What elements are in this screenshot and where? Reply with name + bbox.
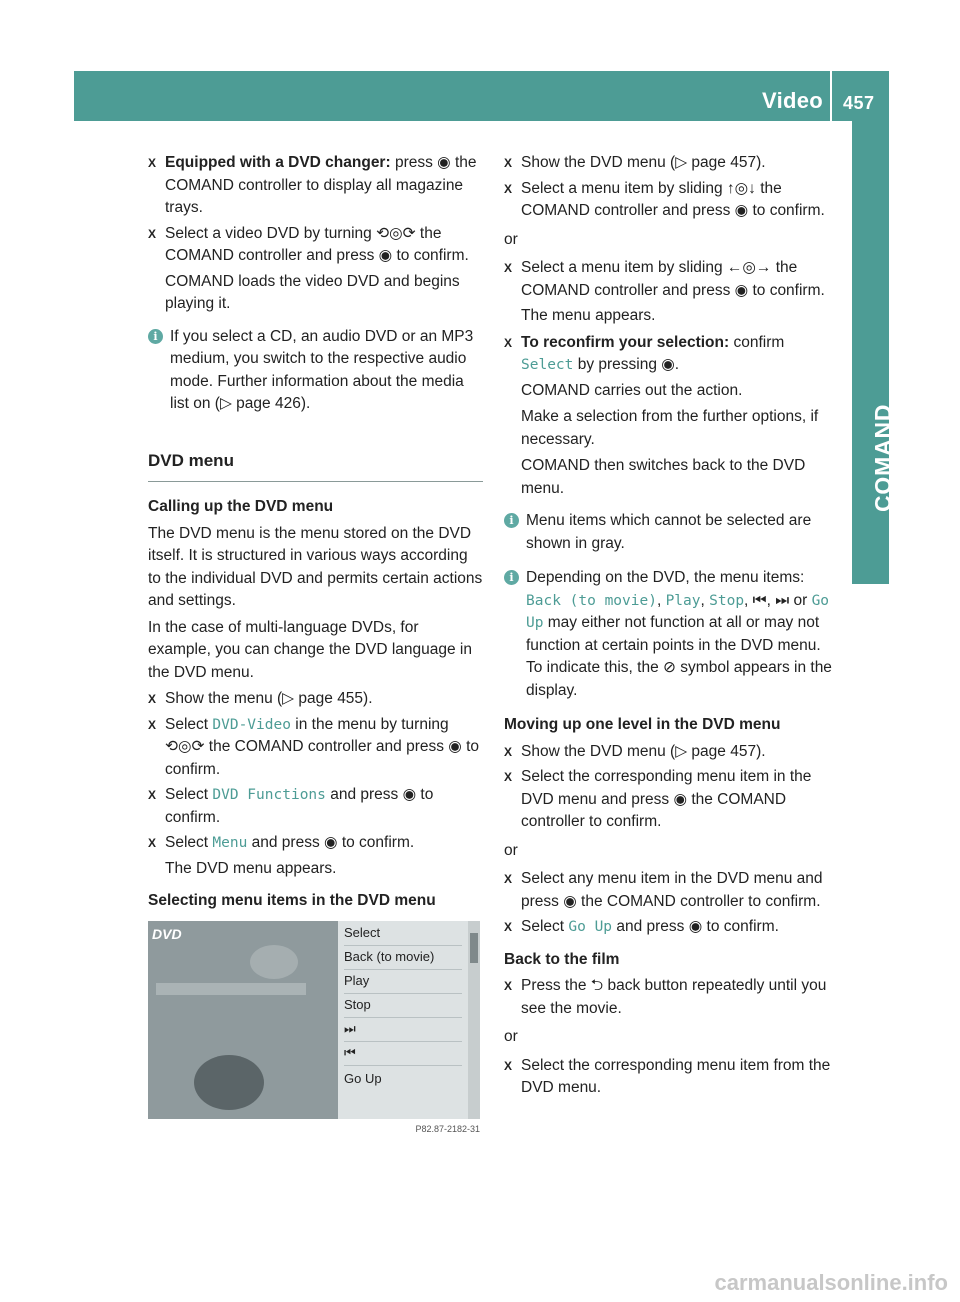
list-item xyxy=(148,223,483,268)
list-item xyxy=(148,714,483,782)
subheading: Moving up one level in the DVD menu xyxy=(504,716,781,733)
item-text: Show the menu (▷ page 455). xyxy=(165,690,373,707)
bullet-arrow-icon: X xyxy=(504,744,513,759)
menu-code: Go Up xyxy=(568,919,613,935)
bullet-arrow-icon: X xyxy=(504,770,513,784)
menu-item-play: Play xyxy=(344,971,462,994)
bullet-arrow-icon: X xyxy=(504,1058,513,1073)
item-text: Select a menu item by sliding ←◎→ the COMAND controller and press ◉ to confirm. xyxy=(521,259,825,299)
item-text: Show the DVD menu (▷ page 457). xyxy=(521,154,766,171)
header-separator xyxy=(830,71,832,121)
menu-item-back: Back (to movie) xyxy=(344,947,462,970)
info-text: Depending on the DVD, the menu items: xyxy=(526,569,805,586)
list-item xyxy=(504,178,839,223)
item-text: Select the corresponding menu item in the DVD menu and press ◉ the COMAND controller to confirm. xyxy=(521,768,812,830)
menu-item-stop: Stop xyxy=(344,995,462,1018)
list-item xyxy=(504,332,839,377)
result-text: Make a selection from the further options, if necessary. xyxy=(521,408,819,448)
menu-code: Go Up xyxy=(526,592,830,631)
menu-code: Play xyxy=(665,592,701,609)
or-separator: or xyxy=(504,1028,518,1045)
scrollbar-knob xyxy=(470,933,478,963)
list-item xyxy=(504,741,839,764)
video-shape xyxy=(250,945,298,979)
section-title: Video xyxy=(762,88,824,113)
bullet-arrow-icon: X xyxy=(148,788,157,802)
list-item xyxy=(504,766,839,834)
right-column xyxy=(504,152,839,1103)
left-column xyxy=(148,152,483,1139)
result-text: The menu appears. xyxy=(521,307,656,324)
paragraph: The DVD menu is the menu stored on the DVD itself. It is structured in various ways according to the individual DVD and permits certain actions and settings. xyxy=(148,524,483,609)
list-item xyxy=(504,916,839,939)
list-item xyxy=(148,832,483,855)
subheading: Selecting menu items in the DVD menu xyxy=(148,892,436,909)
result-text: COMAND then switches back to the DVD menu. xyxy=(521,457,806,497)
info-text: may either not function at all or may not function at certain points in the DVD menu. To indicate this, the ⊘ symbol appears in the display. xyxy=(526,614,832,699)
list-item xyxy=(504,868,839,913)
video-shape xyxy=(156,983,306,995)
info-text: Menu items which cannot be selected are shown in gray. xyxy=(526,512,812,552)
subheading: Calling up the DVD menu xyxy=(148,498,334,515)
bullet-arrow-icon: X xyxy=(504,181,513,196)
result-text: The DVD menu appears. xyxy=(165,859,337,877)
menu-item-next: ⏭ xyxy=(344,1019,462,1042)
menu-code: DVD-Video xyxy=(212,716,291,733)
section-heading: DVD menu xyxy=(148,436,483,483)
info-icon: i xyxy=(504,570,519,585)
bullet-arrow-icon: X xyxy=(504,920,513,934)
bullet-arrow-icon: X xyxy=(504,979,513,993)
bold-lead: To reconfirm your selection: xyxy=(521,333,730,351)
side-tab-label: COMAND xyxy=(870,403,896,512)
dvd-logo: DVD xyxy=(152,925,182,942)
subheading: Back to the film xyxy=(504,950,620,968)
info-text: , xyxy=(700,591,710,609)
item-text: Press the ⮌ back button repeatedly until you see the movie. xyxy=(521,977,827,1017)
bullet-arrow-icon: X xyxy=(148,717,157,732)
bullet-arrow-icon: X xyxy=(504,872,513,886)
list-item xyxy=(504,1055,839,1100)
info-note xyxy=(148,326,483,416)
bold-lead: Equipped with a DVD changer: xyxy=(165,154,391,171)
item-text: Show the DVD menu (▷ page 457). xyxy=(521,742,766,760)
info-note xyxy=(504,510,839,555)
menu-item-prev: ⏮ xyxy=(344,1043,462,1066)
item-text: Select the corresponding menu item from the DVD menu. xyxy=(521,1056,831,1096)
result-text: COMAND loads the video DVD and begins playing it. xyxy=(165,272,460,312)
info-icon: i xyxy=(148,329,163,344)
menu-code: DVD Functions xyxy=(212,787,326,803)
item-text: by pressing ◉. xyxy=(573,356,680,373)
page-number: 457 xyxy=(843,93,875,113)
bullet-arrow-icon: X xyxy=(148,226,157,241)
footer-watermark: carmanualsonline.info xyxy=(714,1270,948,1295)
item-text: Select xyxy=(165,786,213,803)
item-text: Select xyxy=(165,715,213,733)
item-text: Select xyxy=(165,834,213,851)
item-text: confirm xyxy=(729,333,785,351)
menu-item-select: Select xyxy=(344,923,462,946)
paragraph: In the case of multi-language DVDs, for example, you can change the DVD language in the DVD menu. xyxy=(148,618,472,681)
info-text: , ⏮, ⏭ or xyxy=(744,591,812,609)
item-text: and press ◉ to confirm. xyxy=(612,918,779,935)
list-item xyxy=(504,152,839,175)
item-text: Select a video DVD by turning ⟲◎⟳ the COMAND controller and press ◉ to confirm. xyxy=(165,224,469,264)
bullet-arrow-icon: X xyxy=(148,156,157,170)
bullet-arrow-icon: X xyxy=(504,261,513,275)
item-text: Select xyxy=(521,918,569,935)
bullet-arrow-icon: X xyxy=(504,335,513,350)
list-item xyxy=(148,688,483,711)
bullet-arrow-icon: X xyxy=(504,156,513,170)
item-text: Select a menu item by sliding ↑◎↓ the COMAND controller and press ◉ to confirm. xyxy=(521,179,825,219)
menu-code: Stop xyxy=(709,592,745,609)
video-area xyxy=(148,921,338,1119)
info-note xyxy=(504,567,839,702)
result-text: COMAND carries out the action. xyxy=(521,381,743,399)
list-item xyxy=(504,975,839,1020)
item-text: in the menu by turning ⟲◎⟳ the COMAND controller and press ◉ to confirm. xyxy=(165,715,480,778)
item-text: and press ◉ to confirm. xyxy=(247,834,415,851)
info-text: If you select a CD, an audio DVD or an MP3 medium, you switch to the respective audio mode. Further information about the media list on (▷ page 426). xyxy=(170,327,474,412)
list-item xyxy=(148,784,483,829)
dvd-menu-list xyxy=(338,921,468,1119)
menu-code: Back (to movie) xyxy=(526,592,657,609)
info-text: , xyxy=(656,591,666,609)
menu-code: Menu xyxy=(212,835,248,851)
bullet-arrow-icon: X xyxy=(148,836,157,850)
item-text: press ◉ the COMAND controller to display all magazine trays. xyxy=(165,154,477,216)
item-text: and press ◉ to confirm. xyxy=(165,786,434,826)
side-tab xyxy=(852,121,889,584)
list-item xyxy=(504,257,839,302)
figure-caption: P82.87-2182-31 xyxy=(148,1119,480,1139)
info-icon: i xyxy=(504,513,519,528)
menu-code: Select xyxy=(521,357,574,373)
menu-item-go-up: Go Up xyxy=(344,1070,382,1086)
or-separator: or xyxy=(504,230,518,248)
dvd-menu-screenshot xyxy=(148,921,480,1139)
video-shape xyxy=(194,1055,264,1110)
bullet-arrow-icon: X xyxy=(148,692,157,706)
item-text: Select any menu item in the DVD menu and press ◉ the COMAND controller to confirm. xyxy=(521,870,823,910)
or-separator: or xyxy=(504,841,518,859)
list-item xyxy=(148,152,483,220)
